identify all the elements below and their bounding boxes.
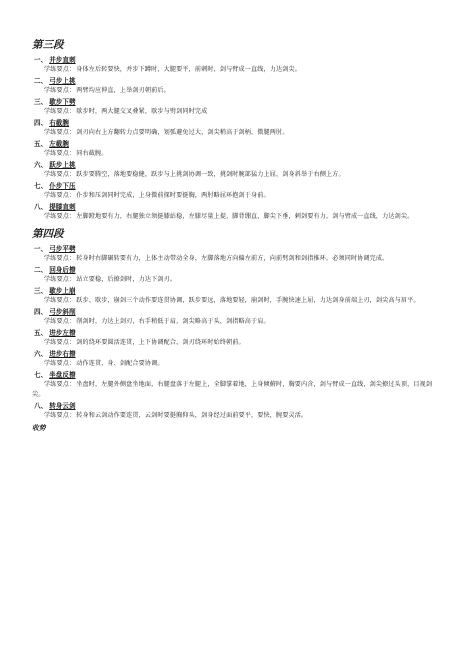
move-title — [34, 181, 435, 191]
move-number: 五、 — [34, 329, 48, 337]
key-points-label: 学练要点： — [44, 381, 76, 388]
move-description — [32, 65, 435, 75]
move-title — [34, 286, 435, 296]
key-points-text: 坐盘时，左腿外侧盘坐地面，右腿盘落于左腿上，全脚掌着地，上身倾俯时，胸要内含，剑与臂成一直线，剑尖撩过头顶，目视剑尖。 — [32, 381, 433, 398]
move-name: 并步直刺 — [49, 56, 76, 64]
move-name: 回身后撩 — [49, 266, 76, 274]
move-name: 转身云剑 — [49, 402, 76, 410]
move-number: 六、 — [34, 161, 48, 169]
move-number: 四、 — [34, 308, 48, 316]
move-description — [32, 338, 435, 348]
move-item — [32, 181, 435, 201]
move-number: 八、 — [34, 402, 48, 410]
key-points-label: 学练要点： — [44, 108, 76, 115]
move-number: 五、 — [34, 140, 48, 148]
move-item — [32, 244, 435, 264]
move-number: 四、 — [34, 119, 48, 127]
move-title — [34, 118, 435, 128]
move-item — [32, 97, 435, 117]
move-number: 一、 — [34, 56, 48, 64]
move-number: 三、 — [34, 98, 48, 106]
move-title — [34, 202, 435, 212]
move-item — [32, 328, 435, 348]
key-points-label: 学练要点： — [44, 66, 76, 73]
key-points-label: 学练要点： — [44, 360, 76, 367]
move-number: 一、 — [34, 245, 48, 253]
move-item — [32, 160, 435, 180]
move-name: 弓步斜削 — [49, 308, 76, 316]
move-number: 七、 — [34, 371, 48, 379]
move-title — [34, 55, 435, 65]
closing-title: 收势 — [32, 424, 46, 432]
key-points-label: 学练要点： — [44, 276, 76, 283]
move-title — [34, 139, 435, 149]
move-name: 进步右撩 — [49, 350, 76, 358]
move-name: 坐盘反撩 — [49, 371, 76, 379]
key-points-text: 跃步要腾空，落地要稳健，跃步与上挑剑协调一致，挑剑时腕部猛力上屈，剑身斜举于右侧上方。 — [76, 171, 345, 178]
move-name: 歇步上崩 — [49, 287, 76, 295]
move-title — [34, 401, 435, 411]
key-points-label: 学练要点： — [44, 171, 76, 178]
key-points-label: 学练要点： — [44, 297, 76, 304]
key-points-text: 剑刃向右上方翻转力点要明确，划弧避免过大，剑尖稍高于剑柄，微腿两肘。 — [76, 129, 289, 136]
key-points-text: 两臂均应伸直，上举剑刃朝前后。 — [76, 87, 170, 94]
move-description — [32, 275, 435, 285]
move-number: 二、 — [34, 77, 48, 85]
move-description — [32, 317, 435, 327]
move-description — [32, 149, 435, 159]
key-points-label: 学练要点： — [44, 192, 76, 199]
key-points-text: 转身和云剑动作要连贯，云剑时要挺胸仰头，剑身经过面前要平，要快，腕要灵活。 — [76, 412, 308, 419]
move-item — [32, 76, 435, 96]
key-points-label: 学练要点： — [44, 213, 76, 220]
move-description — [32, 128, 435, 138]
move-name: 提膝直刺 — [49, 203, 76, 211]
move-item — [32, 286, 435, 306]
move-description — [32, 411, 435, 421]
key-points-text: 削剑时，力达上剑刃，右手稍低于肩，剑尖略高于头，剑指略高于肩。 — [76, 318, 270, 325]
section-title: 第三段 — [32, 39, 64, 51]
move-number: 七、 — [34, 182, 48, 190]
key-points-text: 站立要稳，后撩剑时，力达下剑刃。 — [76, 276, 177, 283]
move-item — [32, 307, 435, 327]
move-title — [34, 349, 435, 359]
move-item — [32, 265, 435, 285]
move-item — [32, 139, 435, 159]
key-points-text: 跃步、歇步，崩剑三个动作要连贯协调，跃步要远，落地要轻，崩剑时，手腕快速上屈，力达剑身前端上刃，剑尖高与眉平。 — [76, 297, 420, 304]
move-name: 左截腕 — [49, 140, 69, 148]
move-item — [32, 55, 435, 75]
move-name: 仆步下压 — [49, 182, 76, 190]
move-name: 弓步上挑 — [49, 77, 76, 85]
move-item — [32, 202, 435, 222]
move-description — [32, 359, 435, 369]
move-description — [32, 254, 435, 264]
key-points-label: 学练要点： — [44, 339, 76, 346]
key-points-label: 学练要点： — [44, 87, 76, 94]
move-description — [32, 296, 435, 306]
move-number: 八、 — [34, 203, 48, 211]
key-points-text: 转身时右脚碾转要有力，上体主动带动全身，左脚落地方向偏左前方，向前劈剑和剑指推环，必须同时协调完成。 — [76, 255, 389, 262]
key-points-text: 仆步和压剑同时完成，上身微前探时要挺胸，两肘略屈环抱剑于身前。 — [76, 192, 270, 199]
move-title — [34, 265, 435, 275]
move-item — [32, 370, 435, 400]
move-title — [34, 307, 435, 317]
move-name: 弓步平劈 — [49, 245, 76, 253]
move-title — [34, 244, 435, 254]
move-description — [32, 170, 435, 180]
key-points-label: 学练要点： — [44, 412, 76, 419]
key-points-text: 动作连贯，身、剑配合要协调。 — [76, 360, 164, 367]
key-points-label: 学练要点： — [44, 255, 76, 262]
key-points-text: 左脚蹬地要有力，右腿独立须挺膝站稳，左膝尽量上提，脚背绷直，脚尖下垂，刺剑要有力，剑与臂成一直线，力达剑尖。 — [76, 213, 414, 220]
move-number: 二、 — [34, 266, 48, 274]
move-title — [34, 97, 435, 107]
move-description — [32, 191, 435, 201]
move-title — [34, 76, 435, 86]
move-name: 歇步下劈 — [49, 98, 76, 106]
key-points-text: 身体左后转要快，并步下蹲时，大腿要平，前刺时，剑与臂成一直线，力达剑尖。 — [76, 66, 301, 73]
move-number: 六、 — [34, 350, 48, 358]
move-title — [34, 328, 435, 338]
key-points-text: 剑的绕环要圆活连贯，上下协调配合，剑刃绕环时始终朝前。 — [76, 339, 245, 346]
move-title — [34, 370, 435, 380]
move-description — [32, 212, 435, 222]
move-item — [32, 349, 435, 369]
move-item — [32, 118, 435, 138]
move-description — [32, 107, 435, 117]
key-points-label: 学练要点： — [44, 129, 76, 136]
move-name: 跃步上挑 — [49, 161, 76, 169]
key-points-text: 歇步时，两大腿交叉叠紧，歇步与劈剑同时完成 — [76, 108, 208, 115]
key-points-text: 同右截腕。 — [76, 150, 108, 157]
section-title: 第四段 — [32, 228, 64, 240]
move-name: 右截腕 — [49, 119, 69, 127]
section — [32, 227, 435, 421]
key-points-label: 学练要点： — [44, 150, 76, 157]
move-name: 进步左撩 — [49, 329, 76, 337]
section — [32, 38, 435, 222]
move-item — [32, 401, 435, 421]
move-title — [34, 160, 435, 170]
move-description — [32, 86, 435, 96]
move-number: 三、 — [34, 287, 48, 295]
move-description — [32, 380, 435, 400]
key-points-label: 学练要点： — [44, 318, 76, 325]
